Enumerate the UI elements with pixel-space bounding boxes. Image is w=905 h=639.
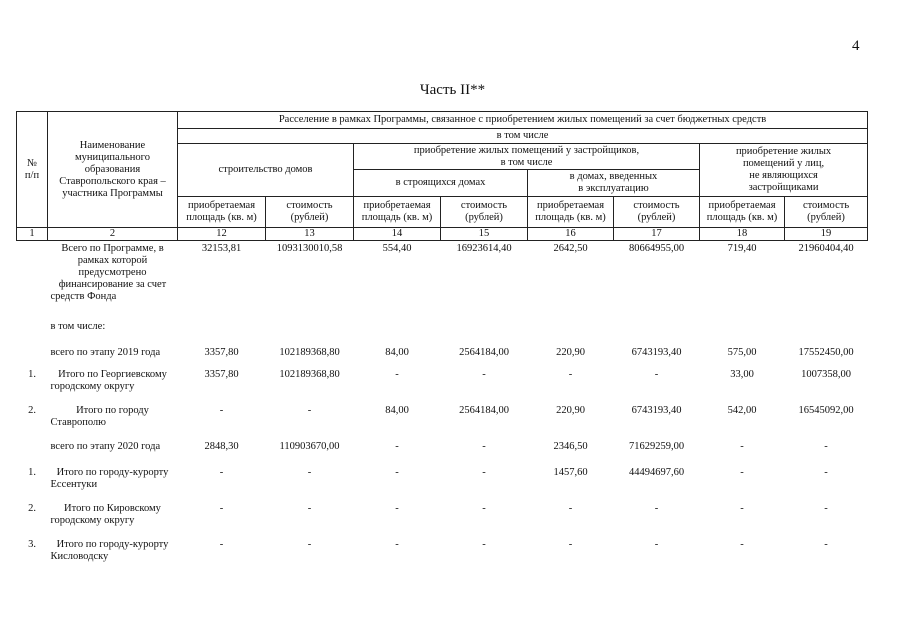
row-value: 102189368,80	[279, 346, 340, 358]
row-value: 2848,30	[204, 440, 239, 452]
row-value	[785, 319, 868, 345]
row-value	[700, 319, 785, 345]
row-value: 2564184,00	[459, 404, 509, 416]
row-value: -	[219, 502, 224, 514]
row-value: 16923614,40	[456, 243, 512, 254]
row-value: 1457,60	[553, 466, 588, 478]
part-title: Часть II**	[419, 82, 486, 98]
row-value: 1093130010,58	[276, 243, 343, 254]
row-value: -	[307, 466, 312, 478]
col-name-header: Наименование муниципального образования Ставропольского края – участника Программы	[48, 112, 178, 228]
row-value: -	[307, 502, 312, 514]
row-name: всего по этапу 2020 года	[50, 440, 161, 452]
cost-subheader: стоимость (рублей)	[614, 197, 700, 228]
row-value: -	[740, 440, 744, 452]
row-value: 6743193,40	[631, 404, 682, 416]
column-number: 17	[614, 228, 700, 241]
row-index: 1.	[28, 368, 36, 380]
row-index	[17, 241, 48, 319]
area-subheader: приобретаемая площадь (кв. м)	[700, 197, 785, 228]
column-number: 15	[441, 228, 528, 241]
row-value: -	[824, 538, 828, 550]
table-header	[17, 112, 868, 241]
row-value: -	[654, 502, 659, 514]
row-value: -	[307, 404, 312, 416]
row-value: -	[307, 538, 312, 550]
row-name: всего по этапу 2019 года	[50, 346, 161, 358]
cost-subheader: стоимость (рублей)	[266, 197, 354, 228]
row-value	[528, 319, 614, 345]
column-number: 1	[17, 228, 48, 241]
row-value: -	[219, 466, 224, 478]
under-construction-header: в строящихся домах	[354, 170, 528, 197]
row-value: -	[740, 466, 744, 478]
program-table	[16, 111, 868, 573]
row-name: Итого по городу-курорту Ессентуки	[50, 466, 169, 490]
row-index: 2.	[28, 404, 36, 416]
row-value: -	[740, 538, 744, 550]
row-value: -	[482, 466, 486, 478]
table-body	[17, 241, 868, 573]
row-value: 3357,80	[204, 368, 239, 380]
construction-header: строительство домов	[178, 144, 354, 197]
column-number: 12	[178, 228, 266, 241]
row-value: 554,40	[382, 243, 412, 254]
area-subheader: приобретаемая площадь (кв. м)	[354, 197, 441, 228]
row-index: 3.	[28, 538, 36, 550]
table-row	[17, 465, 868, 501]
row-value: -	[482, 368, 486, 380]
page-number: 4	[852, 38, 860, 54]
row-value: 2642,50	[553, 243, 588, 254]
row-value: -	[482, 538, 486, 550]
row-value: 3357,80	[204, 346, 239, 358]
row-name: Итого по Кировскому городскому округу	[50, 502, 161, 526]
row-name: Итого по городу Ставрополю	[50, 404, 149, 428]
row-value: 542,00	[727, 404, 757, 416]
column-number: 13	[266, 228, 354, 241]
row-value: 110903670,00	[279, 440, 340, 452]
column-number: 16	[528, 228, 614, 241]
area-subheader: приобретаемая площадь (кв. м)	[178, 197, 266, 228]
row-value: 84,00	[385, 404, 409, 416]
table-row	[17, 439, 868, 465]
row-index	[17, 319, 48, 345]
table-row	[17, 319, 868, 345]
row-value: 21960404,40	[798, 243, 854, 254]
row-value: -	[395, 466, 399, 478]
table-row	[17, 403, 868, 439]
row-index	[17, 345, 48, 367]
in-total-header: в том числе	[178, 129, 868, 144]
row-value: -	[395, 502, 399, 514]
row-value: -	[219, 404, 224, 416]
table-row	[17, 345, 868, 367]
row-value: 32153,81	[201, 243, 242, 254]
row-name: Итого по городу-курорту Кисловодску	[50, 538, 169, 562]
row-value	[441, 319, 528, 345]
row-value: -	[824, 466, 828, 478]
acquisition-developers-header: приобретение жилых помещений у застройщиков, в том числе	[354, 144, 700, 170]
row-value	[178, 319, 266, 345]
table-row	[17, 241, 868, 319]
row-value: -	[654, 538, 659, 550]
row-value: 2346,50	[553, 440, 588, 452]
row-value: -	[568, 368, 573, 380]
table-row	[17, 537, 868, 573]
area-subheader: приобретаемая площадь (кв. м)	[528, 197, 614, 228]
row-value: 33,00	[730, 368, 754, 380]
row-name: Итого по Георгиевскому городскому округу	[50, 368, 167, 392]
row-name: в том числе:	[50, 320, 106, 332]
row-value: 102189368,80	[279, 368, 340, 380]
col-number-header: № п/п	[17, 112, 48, 228]
row-value: 16545092,00	[798, 404, 854, 416]
row-value: 44494697,60	[628, 466, 685, 478]
row-value: 71629259,00	[628, 440, 685, 452]
row-value: 220,90	[556, 346, 585, 358]
row-value: 2564184,00	[459, 346, 509, 358]
row-value	[614, 319, 700, 345]
row-value	[266, 319, 354, 345]
row-value: -	[395, 440, 399, 452]
row-value: -	[395, 368, 399, 380]
row-index: 1.	[28, 466, 36, 478]
row-value: 17552450,00	[798, 346, 854, 358]
acquisition-others-header: приобретение жилых помещений у лиц, не являющихся застройщиками	[700, 144, 868, 197]
table-row	[17, 501, 868, 537]
row-value: 80664955,00	[628, 243, 685, 254]
cost-subheader: стоимость (рублей)	[785, 197, 868, 228]
row-value: 6743193,40	[631, 346, 682, 358]
row-value	[354, 319, 441, 345]
commissioned-header: в домах, введенных в эксплуатацию	[528, 170, 700, 197]
table-row	[17, 367, 868, 403]
row-value: 1007358,00	[801, 368, 851, 380]
row-value: -	[482, 440, 486, 452]
row-value: -	[654, 368, 659, 380]
column-number: 2	[48, 228, 178, 241]
row-name: Всего по Программе, в рамках которой предусмотрено финансирование за счет средств Фонда	[50, 243, 167, 302]
row-value: -	[824, 440, 828, 452]
row-index: 2.	[28, 502, 36, 514]
row-value: -	[824, 502, 828, 514]
row-value: -	[568, 538, 573, 550]
row-value: 220,90	[556, 404, 585, 416]
row-value: -	[568, 502, 573, 514]
column-number: 19	[785, 228, 868, 241]
row-value: 575,00	[727, 346, 757, 358]
column-number: 14	[354, 228, 441, 241]
row-value: 84,00	[385, 346, 409, 358]
row-index	[17, 439, 48, 465]
row-value: -	[219, 538, 224, 550]
row-value: -	[395, 538, 399, 550]
resettlement-header: Расселение в рамках Программы, связанное с приобретением жилых помещений за счет бюджетных средств	[178, 112, 868, 129]
row-value: -	[740, 502, 744, 514]
column-number: 18	[700, 228, 785, 241]
row-value: 719,40	[727, 243, 757, 254]
row-value: -	[482, 502, 486, 514]
cost-subheader: стоимость (рублей)	[441, 197, 528, 228]
